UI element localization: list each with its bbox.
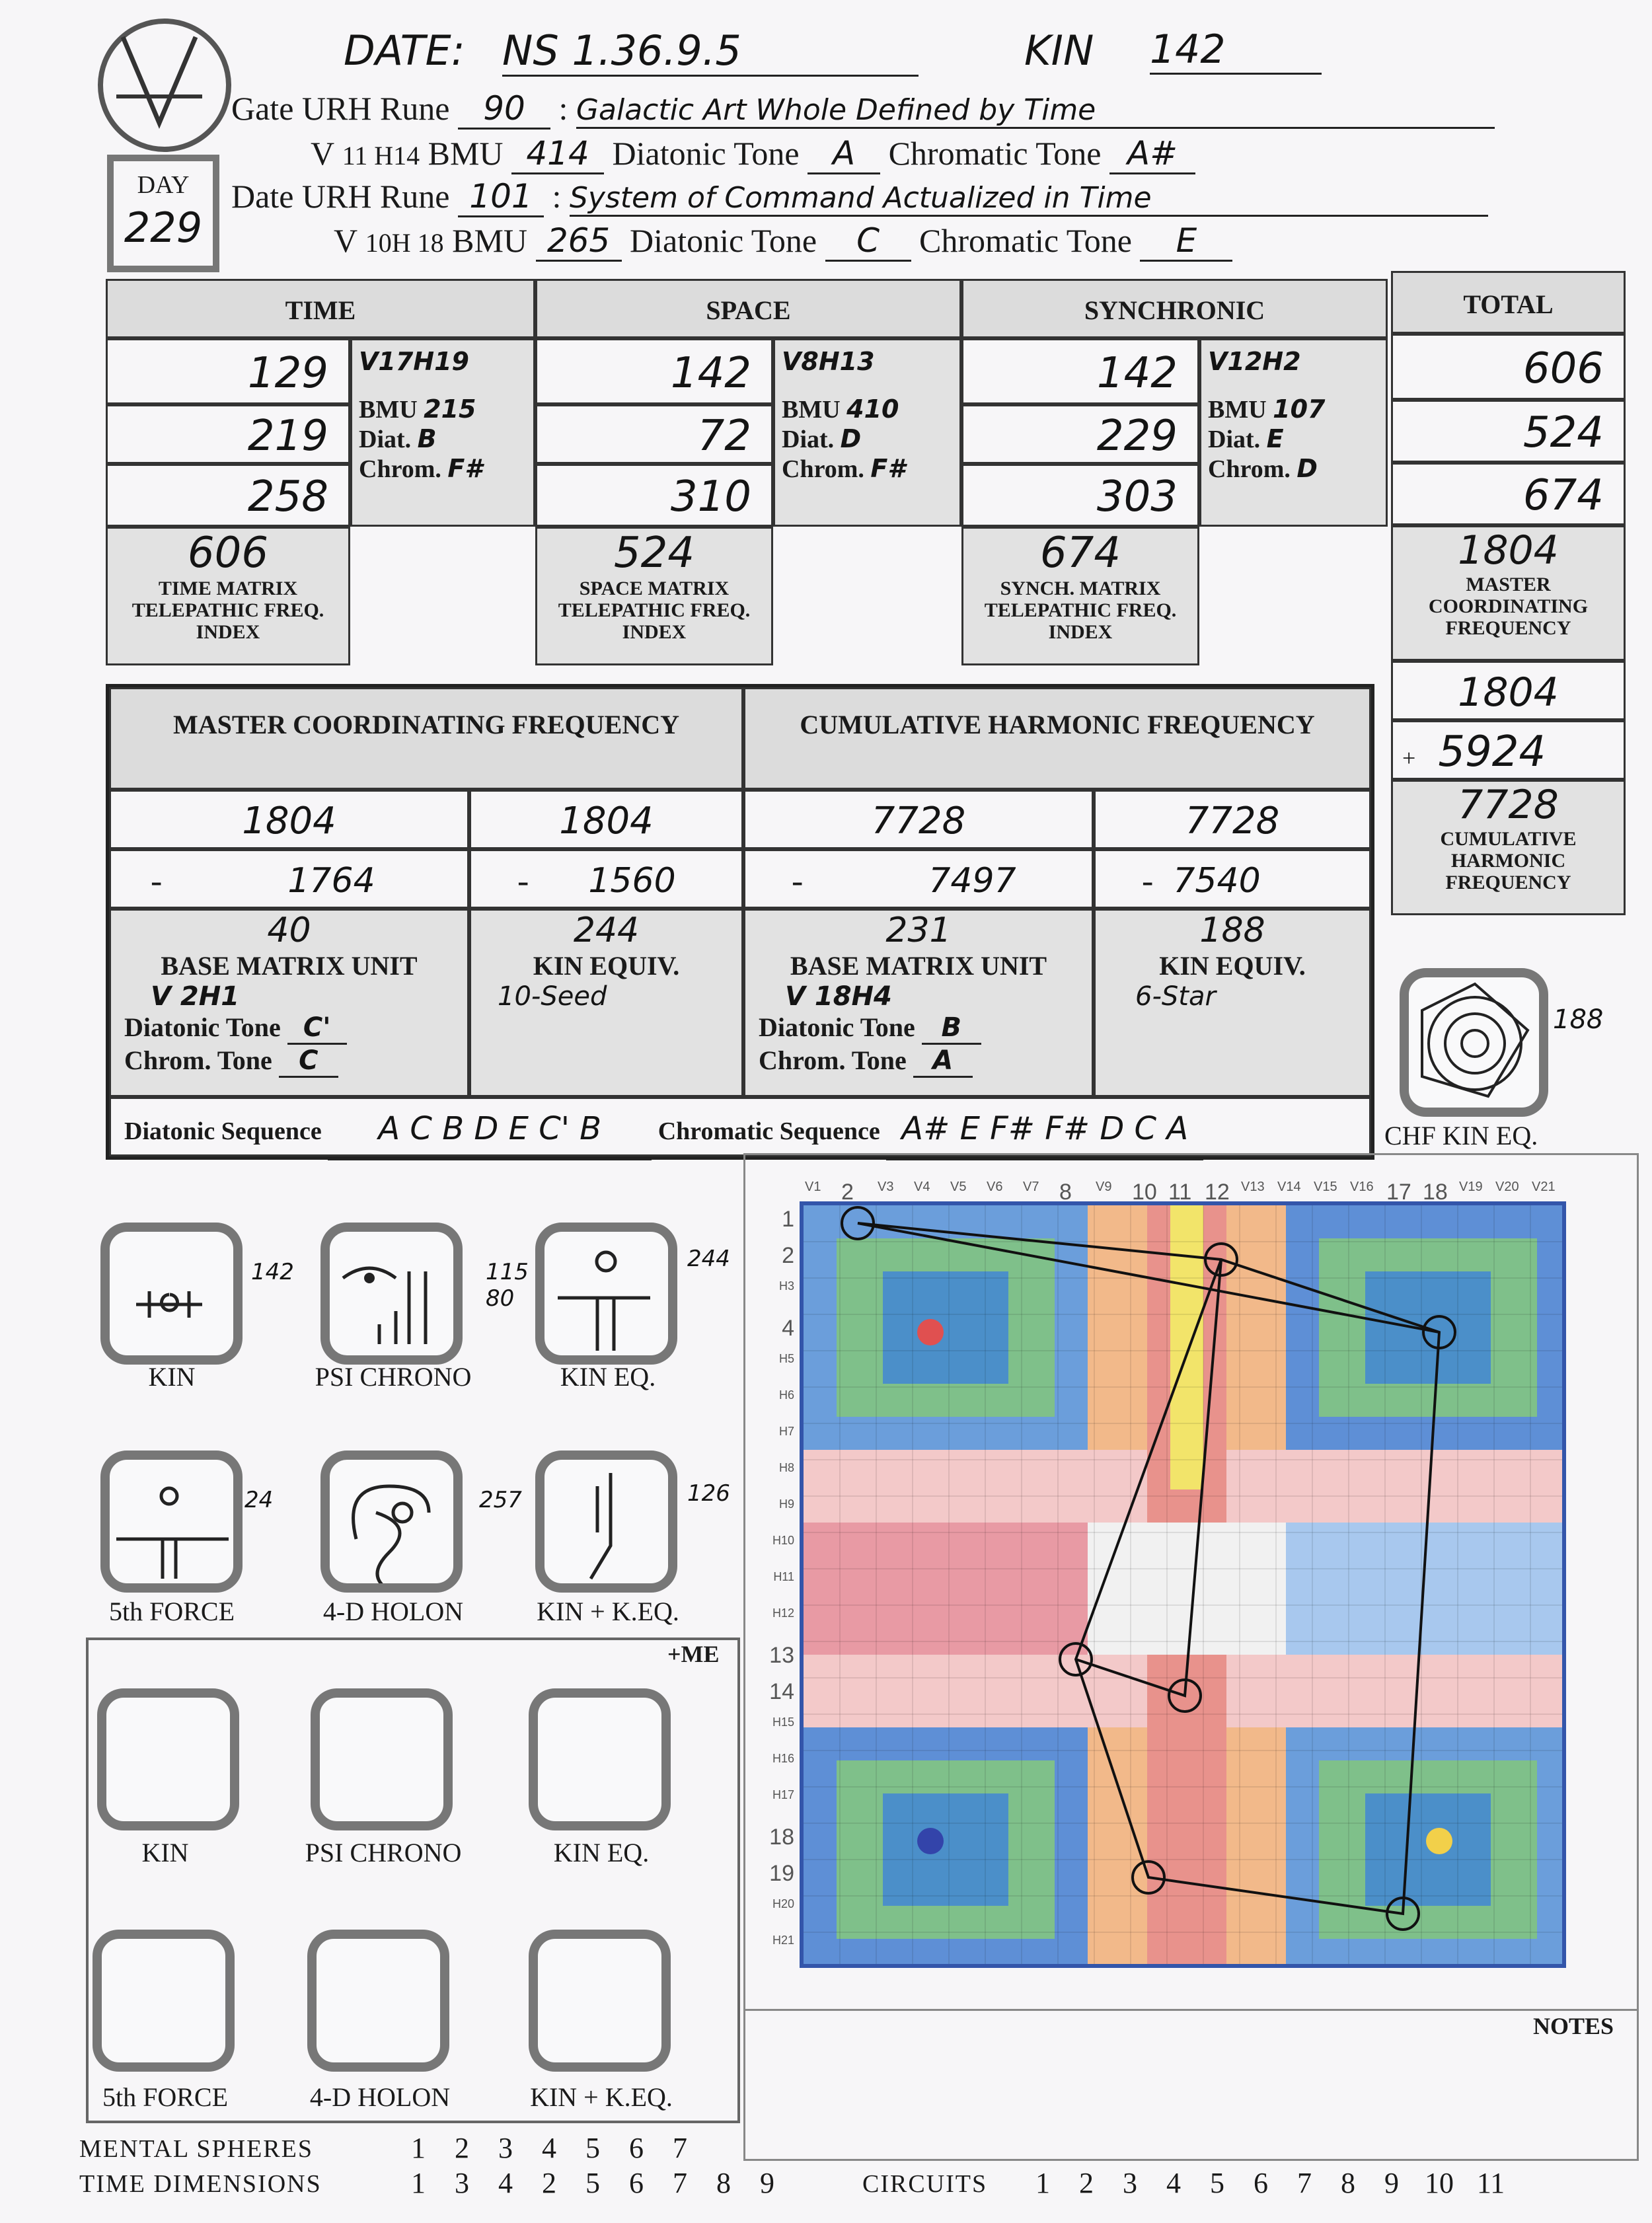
me-holon-label: 4-D HOLON — [309, 2082, 451, 2112]
kin-number: 142 — [251, 1259, 294, 1285]
gate-detail-line: V 11 H14 BMU 414 Diatonic Tone A Chromatic Tone A# — [311, 134, 1195, 174]
circuit-value: 4 — [1166, 2167, 1181, 2199]
kin-keq-label: KIN + K.EQ. — [537, 1597, 679, 1626]
matrix-row-label: H11 — [773, 1570, 794, 1583]
c1-top: 1804 — [109, 790, 469, 849]
mental-sphere-value: 3 — [498, 2132, 513, 2164]
mental-sphere-value: 2 — [455, 2132, 469, 2164]
time-dimensions-values — [396, 2166, 789, 2200]
synch-value-1: 142 — [961, 338, 1199, 404]
c2-top: 1804 — [469, 790, 743, 849]
matrix-overlay — [804, 1205, 1563, 1965]
c4-sub: 7540 — [1173, 861, 1261, 901]
matrix-column-label: 18 — [1423, 1180, 1448, 1205]
matrix-column-label: V5 — [950, 1180, 967, 1194]
mental-sphere-value: 4 — [542, 2132, 556, 2164]
sequence-row: Diatonic Sequence A C B D E C' B Chromatic Sequence A# E F# F# D C A — [109, 1097, 1371, 1156]
synch-index-label: SYNCH. MATRIX TELEPATHIC FREQ. INDEX — [984, 578, 1177, 643]
time-bmu-box: V17H19 BMU 215 Diat. B Chrom. F# — [350, 338, 535, 527]
time-dimension-value: 3 — [455, 2167, 469, 2199]
c3-result: 231 — [885, 911, 952, 950]
kin-label: KIN — [1024, 26, 1094, 75]
chf-b-row: + 5924 — [1391, 720, 1626, 780]
matrix-row-label: H21 — [772, 1934, 794, 1947]
circuit-value: 9 — [1384, 2167, 1399, 2199]
matrix-column-label: V9 — [1096, 1180, 1112, 1194]
matrix-row-label: 18 — [769, 1825, 794, 1850]
c3-result-box: 231 BASE MATRIX UNIT V 18H4 Diatonic Tone B Chrom. Tone A — [743, 909, 1094, 1097]
mental-sphere-value: 1 — [411, 2132, 426, 2164]
time-vh: V17H19 — [359, 347, 469, 376]
chromatic-sequence: A# E F# F# D C A — [886, 1099, 1203, 1160]
kin-label: KIN — [148, 1362, 196, 1392]
matrix-column-label: V21 — [1532, 1180, 1556, 1194]
time-dimension-value: 9 — [760, 2167, 774, 2199]
time-dimension-value: 6 — [629, 2167, 644, 2199]
matrix-row-label: 14 — [769, 1679, 794, 1704]
space-value-2: 72 — [535, 404, 773, 464]
kin-keq-glyph — [535, 1451, 677, 1593]
matrix-column-label: 12 — [1205, 1180, 1230, 1205]
me-psi-glyph — [311, 1688, 453, 1830]
matrix-row-label: H8 — [778, 1461, 794, 1474]
date-value: NS 1.36.9.5 — [502, 26, 919, 77]
psi-chrono-label: PSI CHRONO — [315, 1362, 472, 1392]
c3-top: 7728 — [743, 790, 1094, 849]
c4-note: 6-Star — [1135, 981, 1216, 1012]
synch-header: SYNCHRONIC — [961, 279, 1388, 338]
mental-sphere-value: 5 — [585, 2132, 600, 2164]
c4-result: 188 — [1199, 911, 1265, 950]
circuits-label: CIRCUITS — [862, 2170, 988, 2198]
psi-chrono-glyph — [320, 1223, 463, 1365]
kin-keq-number: 126 — [687, 1480, 730, 1507]
me-psi-label: PSI CHRONO — [305, 1838, 462, 1867]
time-chrom: F# — [447, 454, 482, 483]
matrix-column-label: V15 — [1314, 1180, 1337, 1194]
me-kinkeq-glyph — [529, 1930, 671, 2072]
c2-result: 244 — [573, 911, 640, 950]
notes-label: NOTES — [1533, 2013, 1614, 2039]
matrix-column-label: 11 — [1168, 1180, 1192, 1205]
time-dimension-value: 2 — [542, 2167, 556, 2199]
date-label: DATE: — [344, 26, 465, 75]
matrix-row-labels — [760, 1201, 800, 1968]
matrix-column-label: V20 — [1495, 1180, 1519, 1194]
circuit-value: 8 — [1341, 2167, 1355, 2199]
matrix-column-label: V4 — [914, 1180, 930, 1194]
holon-glyph — [320, 1451, 463, 1593]
me-label: +ME — [667, 1641, 720, 1667]
time-index-box — [106, 527, 350, 665]
me-kineq-glyph — [529, 1688, 671, 1830]
space-chrom: F# — [870, 454, 905, 483]
me-kinkeq-label: KIN + K.EQ. — [530, 2082, 673, 2112]
holon-label: 4-D HOLON — [322, 1597, 464, 1626]
time-dimension-value: 8 — [716, 2167, 731, 2199]
circuit-value: 1 — [1035, 2167, 1050, 2199]
matrix-row-label: 2 — [782, 1243, 794, 1268]
date-chromatic: E — [1140, 221, 1232, 262]
date-vh: 10H 18 — [365, 228, 444, 258]
gate-diatonic: A — [807, 134, 880, 174]
matrix-column-label: V7 — [1023, 1180, 1039, 1194]
time-dimension-value: 1 — [411, 2167, 426, 2199]
matrix-row-label: H15 — [772, 1715, 794, 1729]
chf-b: 5924 — [1438, 728, 1546, 776]
notes-divider — [743, 2009, 1639, 2011]
matrix-row-label: 13 — [769, 1643, 794, 1668]
chf-kin-label: CHF KIN EQ. — [1384, 1121, 1538, 1150]
matrix-column-label: V6 — [987, 1180, 1003, 1194]
synch-index-box — [961, 527, 1199, 665]
chf-kin-value: 188 — [1553, 1004, 1604, 1035]
c3-sub-row: - 7497 — [743, 849, 1094, 909]
kin-value: 142 — [1150, 26, 1322, 75]
matrix-frequency-table — [106, 279, 1626, 716]
space-index-label: SPACE MATRIX TELEPATHIC FREQ. INDEX — [558, 578, 751, 643]
matrix-column-label: V13 — [1241, 1180, 1265, 1194]
time-diat: B — [417, 424, 437, 453]
date-bmu: 265 — [536, 221, 622, 262]
space-header: SPACE — [535, 279, 961, 338]
c1-sub-row: - 1764 — [109, 849, 469, 909]
c1-chrom: C — [279, 1045, 338, 1078]
synch-bmu: 107 — [1273, 395, 1326, 424]
matrix-column-label: V14 — [1277, 1180, 1301, 1194]
gate-vh: 11 H14 — [342, 141, 420, 170]
matrix-row-label: H3 — [778, 1279, 794, 1293]
day-label: DAY — [137, 171, 190, 199]
space-vh: V8H13 — [782, 347, 875, 376]
matrix-row-label: H9 — [778, 1497, 794, 1511]
date-rune-text: System of Command Actualized in Time — [570, 181, 1488, 217]
gate-rune-line: Gate URH Rune 90 : Galactic Art Whole Defined by Time — [231, 89, 1495, 130]
c4-top: 7728 — [1094, 790, 1371, 849]
c4-result-box: 188 KIN EQUIV. 6-Star — [1094, 909, 1371, 1097]
me-holon-glyph — [307, 1930, 449, 2072]
kin-eq-number: 244 — [687, 1246, 730, 1272]
matrix-column-label: 8 — [1059, 1180, 1072, 1205]
c3-chrom: A — [913, 1045, 973, 1078]
circuit-value: 2 — [1079, 2167, 1094, 2199]
chf-kin-glyph — [1400, 968, 1548, 1117]
circuit-value: 10 — [1425, 2167, 1454, 2199]
mcf-total-label: MASTER COORDINATING FREQUENCY — [1428, 574, 1589, 639]
synch-bmu-box: V12H2 BMU 107 Diat. E Chrom. D — [1199, 338, 1388, 527]
gate-rune-label: Gate URH Rune — [231, 90, 450, 127]
chf-total-box — [1391, 780, 1626, 915]
mental-sphere-value: 7 — [673, 2132, 687, 2164]
gate-bmu: 414 — [511, 134, 604, 174]
mcf-total: 1804 — [1458, 527, 1559, 574]
circuit-value: 7 — [1297, 2167, 1312, 2199]
matrix-column-label: V1 — [805, 1180, 821, 1194]
mcf-header: MASTER COORDINATING FREQUENCY — [109, 687, 743, 790]
matrix-column-label: 2 — [841, 1180, 854, 1205]
space-bmu-box: V8H13 BMU 410 Diat. D Chrom. F# — [773, 338, 961, 527]
matrix-row-label: H12 — [772, 1606, 794, 1620]
harmonic-frequency-table — [106, 684, 1374, 1160]
synch-value-2: 229 — [961, 404, 1199, 464]
matrix-column-label: 17 — [1386, 1180, 1411, 1205]
kin-glyph — [100, 1223, 243, 1365]
total-header: TOTAL — [1391, 271, 1626, 334]
fifth-force-glyph — [100, 1451, 243, 1593]
matrix-row-label: 19 — [769, 1861, 794, 1886]
total-value-2: 524 — [1391, 400, 1626, 463]
circuit-value: 3 — [1123, 2167, 1137, 2199]
space-total: 524 — [613, 529, 695, 578]
date-rune-line: Date URH Rune 101 : System of Command Actualized in Time — [231, 177, 1488, 217]
circuit-value: 5 — [1210, 2167, 1224, 2199]
date-detail-line: V 10H 18 BMU 265 Diatonic Tone C Chromatic Tone E — [334, 221, 1232, 262]
me-kin-label: KIN — [141, 1838, 189, 1867]
c1-result: 40 — [267, 911, 311, 950]
c2-sub-row: - 1560 — [469, 849, 743, 909]
c3-diat: B — [922, 1012, 981, 1045]
space-index-box — [535, 527, 773, 665]
c4-sub-row: - 7540 — [1094, 849, 1371, 909]
gate-rune-number: 90 — [458, 89, 550, 130]
fifth-force-label: 5th FORCE — [108, 1597, 235, 1626]
matrix-row-label: H16 — [772, 1752, 794, 1765]
matrix-row-label: H20 — [772, 1897, 794, 1910]
gate-rune-text: Galactic Art Whole Defined by Time — [576, 93, 1495, 129]
diatonic-sequence: A C B D E C' B — [328, 1099, 652, 1160]
synch-chrom: D — [1296, 454, 1318, 483]
matrix-row-label: H6 — [778, 1388, 794, 1402]
me-force-label: 5th FORCE — [102, 2082, 229, 2112]
space-bmu: 410 — [846, 395, 899, 424]
matrix-column-label: V16 — [1350, 1180, 1374, 1194]
c2-sub: 1560 — [588, 861, 676, 901]
time-value-3: 258 — [106, 464, 350, 527]
chf-total-label: CUMULATIVE HARMONIC FREQUENCY — [1440, 828, 1577, 893]
time-total: 606 — [187, 529, 269, 578]
time-dimension-value: 5 — [585, 2167, 600, 2199]
matrix-column-label: V3 — [878, 1180, 894, 1194]
matrix-row-label: 4 — [782, 1316, 794, 1341]
matrix-row-label: 1 — [782, 1207, 794, 1232]
kin-eq-label: KIN EQ. — [560, 1362, 656, 1392]
c2-result-box: 244 KIN EQUIV. 10-Seed — [469, 909, 743, 1097]
mental-spheres-label: MENTAL SPHERES — [79, 2135, 313, 2163]
c1-result-box: 40 BASE MATRIX UNIT V 2H1 Diatonic Tone C' Chrom. Tone C — [109, 909, 469, 1097]
c3-sub: 7497 — [928, 861, 1016, 901]
fifth-force-number: 24 — [244, 1487, 274, 1513]
me-force-glyph — [93, 1930, 235, 2072]
synch-total: 674 — [1039, 529, 1121, 578]
c3-vh: V 18H4 — [785, 981, 892, 1012]
synch-vh: V12H2 — [1208, 347, 1301, 376]
me-kin-glyph — [97, 1688, 239, 1830]
time-dimensions-label: TIME DIMENSIONS — [79, 2170, 322, 2198]
space-diat: D — [840, 424, 862, 453]
c2-note: 10-Seed — [498, 981, 607, 1012]
gate-chromatic: A# — [1109, 134, 1195, 174]
space-value-3: 310 — [535, 464, 773, 527]
holon-number: 257 — [479, 1487, 522, 1513]
circuits-values — [1021, 2166, 1517, 2200]
c1-diat: C' — [287, 1012, 347, 1045]
chf-total: 7728 — [1458, 782, 1559, 828]
psi-chrono-number: 115 80 — [486, 1259, 529, 1312]
time-value-2: 219 — [106, 404, 350, 464]
kin-eq-glyph — [535, 1223, 677, 1365]
date-rune-number: 101 — [458, 177, 544, 217]
matrix-column-label: 10 — [1132, 1180, 1157, 1205]
chf-header: CUMULATIVE HARMONIC FREQUENCY — [743, 687, 1371, 790]
day-box — [107, 155, 219, 272]
mcf-total-box — [1391, 525, 1626, 661]
time-bmu: 215 — [424, 395, 476, 424]
v-logo — [98, 19, 231, 152]
matrix-row-label: H10 — [772, 1534, 794, 1547]
time-dimension-value: 4 — [498, 2167, 513, 2199]
date-diatonic: C — [825, 221, 911, 262]
me-kineq-label: KIN EQ. — [553, 1838, 650, 1867]
date-rune-label: Date URH Rune — [231, 178, 450, 215]
circuit-value: 6 — [1254, 2167, 1268, 2199]
time-value-1: 129 — [106, 338, 350, 404]
mental-sphere-value: 6 — [629, 2132, 644, 2164]
time-dimension-value: 7 — [673, 2167, 687, 2199]
holomind-perceiver-matrix — [800, 1201, 1566, 1968]
space-value-1: 142 — [535, 338, 773, 404]
circuit-value: 11 — [1476, 2167, 1505, 2199]
matrix-column-label: V19 — [1459, 1180, 1483, 1194]
matrix-row-label: H5 — [778, 1352, 794, 1365]
matrix-row-label: H17 — [772, 1788, 794, 1801]
chf-a: 1804 — [1391, 661, 1626, 720]
total-value-1: 606 — [1391, 334, 1626, 400]
day-value: 229 — [124, 204, 203, 252]
synch-value-3: 303 — [961, 464, 1199, 527]
mental-spheres-values — [396, 2131, 702, 2165]
synch-diat: E — [1266, 424, 1284, 453]
time-index-label: TIME MATRIX TELEPATHIC FREQ. INDEX — [131, 578, 324, 643]
matrix-column-labels — [800, 1180, 1566, 1205]
c1-vh: V 2H1 — [151, 981, 240, 1012]
total-value-3: 674 — [1391, 463, 1626, 525]
c1-sub: 1764 — [287, 861, 375, 901]
matrix-row-label: H7 — [778, 1425, 794, 1438]
time-header: TIME — [106, 279, 535, 338]
